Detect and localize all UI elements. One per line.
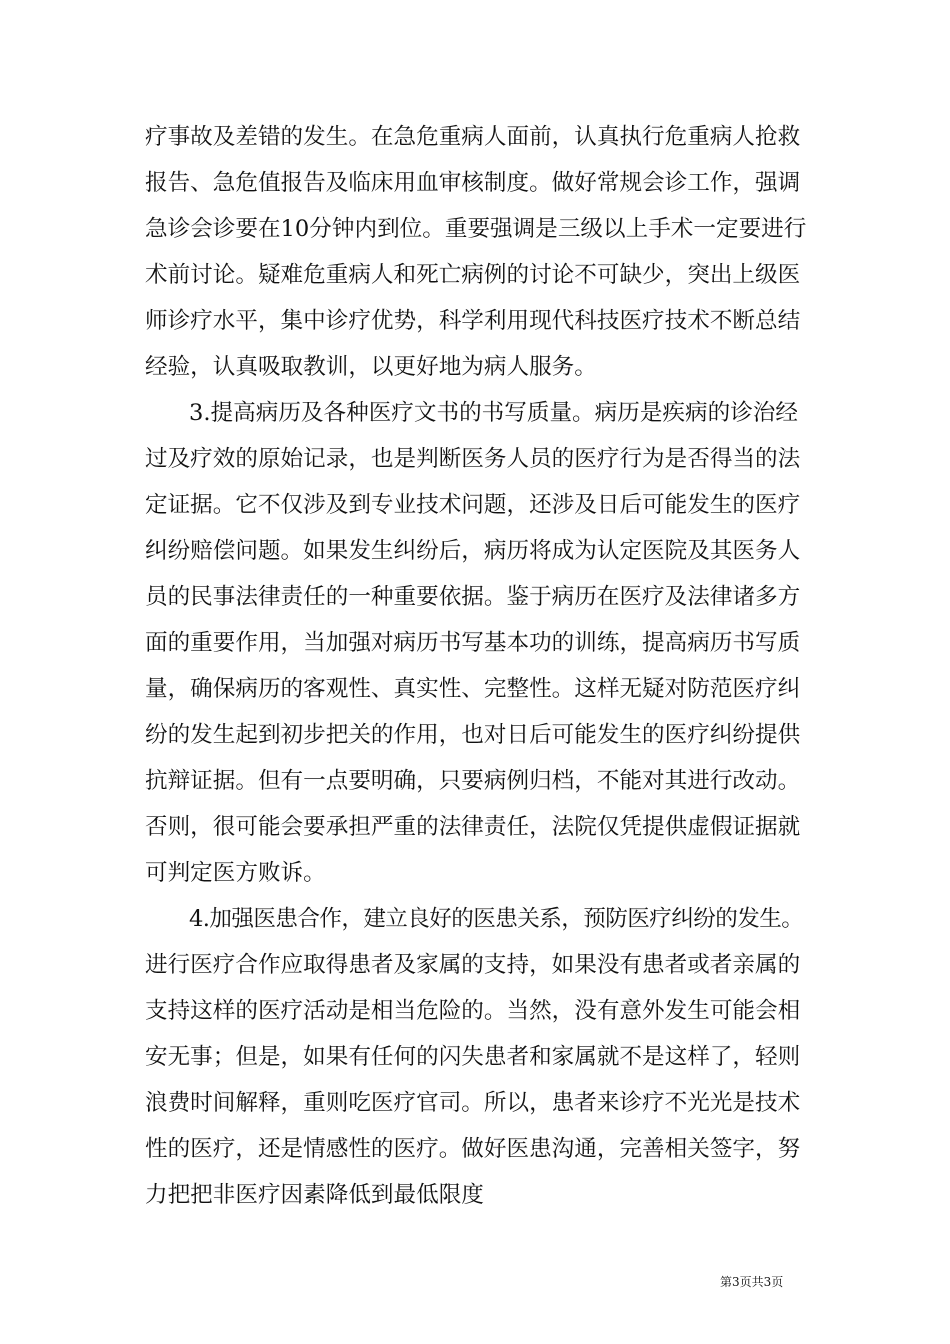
text-line: 量，确保病历的客观性、真实性、完整性。这样无疑对防范医疗纠: [145, 676, 801, 702]
text-line: 急诊会诊要在10分钟内到位。重要强调是三级以上手术一定要进行: [145, 216, 807, 242]
text-line: 力把把非医疗因素降低到最低限度: [145, 1182, 484, 1208]
text-line: 师诊疗水平，集中诊疗优势，科学利用现代科技医疗技术不断总结: [145, 308, 801, 334]
text-line: 支持这样的医疗活动是相当危险的。当然，没有意外发生可能会相: [145, 998, 801, 1024]
text-line: 员的民事法律责任的一种重要依据。鉴于病历在医疗及法律诸多方: [145, 584, 801, 610]
text-line: 过及疗效的原始记录，也是判断医务人员的医疗行为是否得当的法: [145, 446, 801, 472]
text-line: 疗事故及差错的发生。在急危重病人面前，认真执行危重病人抢救: [145, 124, 801, 150]
text-line: 面的重要作用，当加强对病历书写基本功的训练，提高病历书写质: [145, 630, 801, 656]
text-line: 经验，认真吸取教训，以更好地为病人服务。: [145, 354, 597, 380]
text-line: 纠纷赔偿问题。如果发生纠纷后，病历将成为认定医院及其医务人: [145, 538, 801, 564]
page-number-footer: 第3页共3页: [720, 1275, 784, 1289]
text-line: 报告、急危值报告及临床用血审核制度。做好常规会诊工作，强调: [145, 170, 801, 196]
paragraph-4-heading-line: 4.加强医患合作，建立良好的医患关系，预防医疗纠纷的发生。: [189, 906, 804, 932]
text-line: 纷的发生起到初步把关的作用，也对日后可能发生的医疗纠纷提供: [145, 722, 801, 748]
text-line: 定证据。它不仅涉及到专业技术问题，还涉及日后可能发生的医疗: [145, 492, 801, 518]
text-line: 否则，很可能会要承担严重的法律责任，法院仅凭提供虚假证据就: [145, 814, 801, 840]
paragraph-3-heading-line: 3.提高病历及各种医疗文书的书写质量。病历是疾病的诊治经: [189, 400, 798, 426]
text-line: 可判定医方败诉。: [145, 860, 326, 886]
text-line: 进行医疗合作应取得患者及家属的支持，如果没有患者或者亲属的: [145, 952, 801, 978]
text-line: 安无事；但是，如果有任何的闪失患者和家属就不是这样了，轻则: [145, 1044, 801, 1070]
document-body: [145, 114, 817, 1218]
text-line: 浪费时间解释，重则吃医疗官司。所以，患者来诊疗不光光是技术: [145, 1090, 801, 1116]
text-line: 抗辩证据。但有一点要明确，只要病例归档，不能对其进行改动。: [145, 768, 801, 794]
text-line: 性的医疗，还是情感性的医疗。做好医患沟通，完善相关签字，努: [145, 1136, 801, 1162]
text-line: 术前讨论。疑难危重病人和死亡病例的讨论不可缺少，突出上级医: [145, 262, 801, 288]
